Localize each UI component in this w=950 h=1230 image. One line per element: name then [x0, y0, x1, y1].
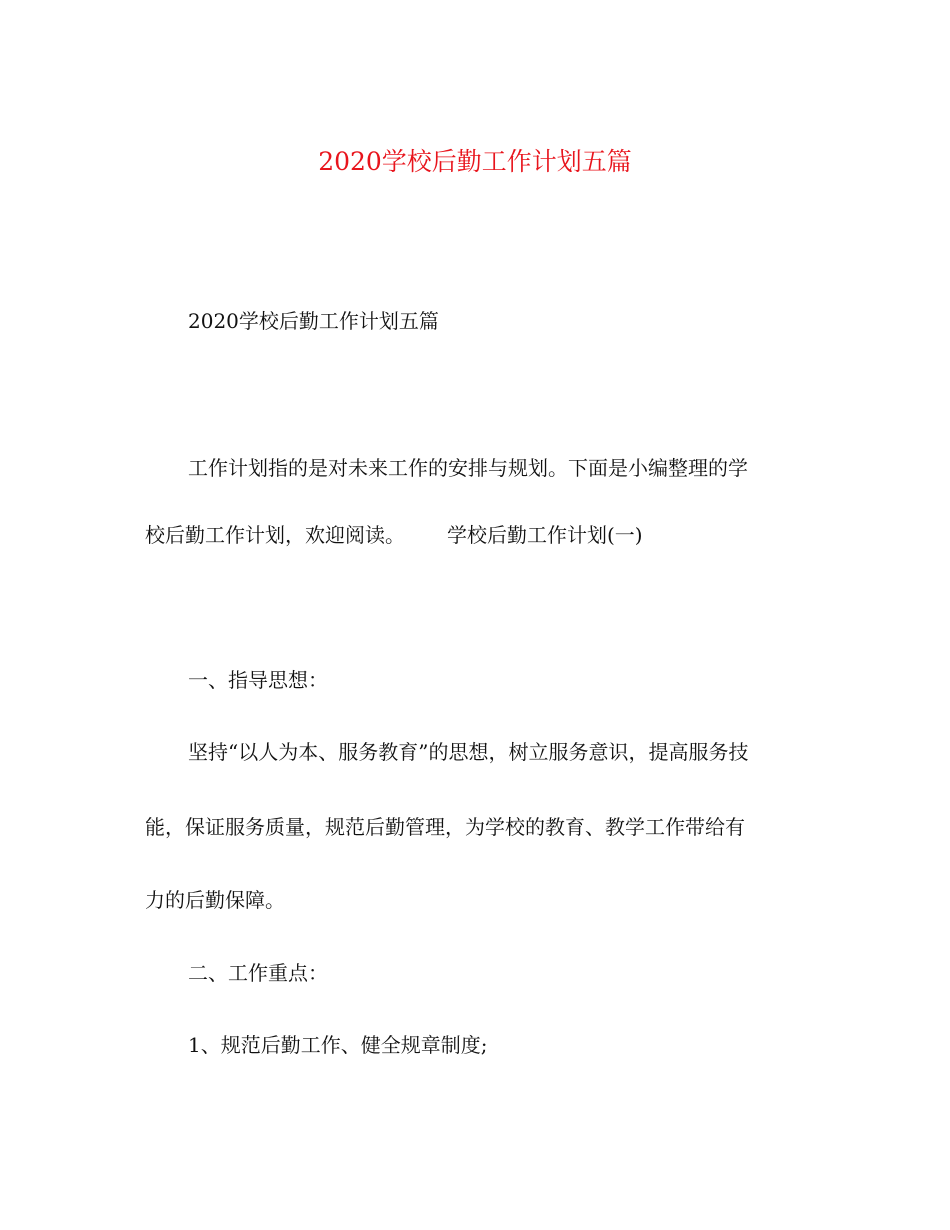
page-title: 2020学校后勤工作计划五篇 [318, 147, 632, 176]
intro-paragraph-line-1: 工作计划指的是对未来工作的安排与规划。下面是小编整理的学 [188, 456, 748, 480]
section-heading-guiding-ideology: 一、指导思想： [188, 668, 328, 692]
list-item: 1、规范后勤工作、健全规章制度; [188, 1033, 488, 1057]
paragraph-line-1: 坚持“以人为本、服务教育”的思想，树立服务意识，提高服务技 [188, 740, 749, 764]
paragraph-line-2: 能，保证服务质量，规范后勤管理，为学校的教育、教学工作带给有 [145, 815, 745, 839]
intro-paragraph-line-2 [145, 519, 643, 551]
section-heading-work-focus: 二、工作重点： [188, 961, 328, 985]
document-subtitle: 2020学校后勤工作计划五篇 [188, 309, 439, 333]
paragraph-line-3: 力的后勤保障。 [145, 888, 285, 912]
section-plan-one-heading: 学校后勤工作计划(一) [447, 523, 643, 547]
intro-text: 校后勤工作计划，欢迎阅读。 [145, 523, 405, 547]
